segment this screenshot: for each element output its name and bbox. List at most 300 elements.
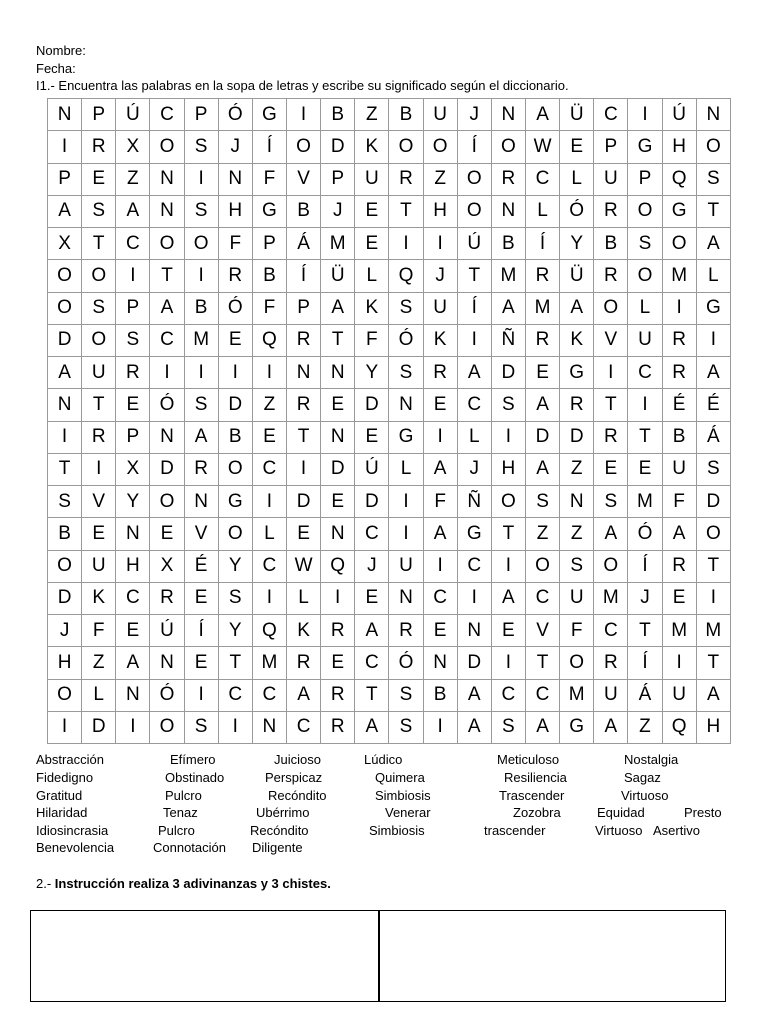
grid-cell: G — [662, 195, 696, 227]
grid-cell: O — [423, 131, 457, 163]
grid-cell: N — [491, 195, 525, 227]
grid-cell: B — [252, 260, 286, 292]
grid-cell: X — [48, 228, 82, 260]
grid-cell: A — [116, 647, 150, 679]
grid-cell: A — [525, 99, 559, 131]
grid-cell: K — [423, 324, 457, 356]
grid-cell: U — [662, 679, 696, 711]
grid-cell: I — [423, 550, 457, 582]
grid-cell: I — [252, 357, 286, 389]
grid-cell: P — [321, 163, 355, 195]
grid-cell: W — [525, 131, 559, 163]
grid-cell: M — [491, 260, 525, 292]
grid-cell: D — [82, 711, 116, 743]
grid-cell: N — [184, 486, 218, 518]
grid-cell: H — [423, 195, 457, 227]
grid-cell: P — [116, 421, 150, 453]
grid-cell: I — [594, 357, 628, 389]
grid-cell: I — [491, 647, 525, 679]
grid-cell: G — [696, 292, 730, 324]
grid-cell: J — [457, 99, 491, 131]
grid-cell: P — [184, 99, 218, 131]
grid-cell: O — [696, 518, 730, 550]
grid-cell: I — [116, 711, 150, 743]
grid-cell: B — [48, 518, 82, 550]
grid-cell: R — [321, 679, 355, 711]
grid-cell: I — [82, 453, 116, 485]
grid-cell: E — [423, 615, 457, 647]
grid-cell: G — [252, 99, 286, 131]
grid-cell: Q — [252, 615, 286, 647]
grid-cell: O — [184, 228, 218, 260]
word-item: trascender — [484, 823, 546, 838]
grid-cell: F — [560, 615, 594, 647]
grid-cell: Ñ — [491, 324, 525, 356]
grid-cell: O — [82, 324, 116, 356]
grid-cell: L — [286, 582, 320, 614]
grid-cell: H — [662, 131, 696, 163]
grid-cell: Ó — [150, 679, 184, 711]
grid-cell: Í — [184, 615, 218, 647]
grid-cell: M — [662, 260, 696, 292]
grid-cell: N — [321, 421, 355, 453]
grid-cell: A — [662, 518, 696, 550]
grid-cell: T — [321, 324, 355, 356]
grid-cell: C — [252, 679, 286, 711]
grid-cell: E — [423, 389, 457, 421]
grid-cell: S — [218, 582, 252, 614]
word-item: Perspicaz — [265, 770, 323, 785]
grid-cell: O — [628, 195, 662, 227]
grid-cell: O — [457, 163, 491, 195]
grid-cell: S — [628, 228, 662, 260]
grid-cell: R — [218, 260, 252, 292]
grid-cell: A — [116, 195, 150, 227]
grid-cell: I — [457, 324, 491, 356]
grid-cell: D — [457, 647, 491, 679]
grid-cell: T — [286, 421, 320, 453]
grid-cell: I — [218, 711, 252, 743]
grid-cell: I — [628, 99, 662, 131]
grid-cell: Ü — [560, 99, 594, 131]
grid-cell: L — [696, 260, 730, 292]
grid-cell: Ó — [628, 518, 662, 550]
name-label: Nombre: — [36, 43, 86, 58]
grid-cell: A — [48, 195, 82, 227]
grid-cell: T — [48, 453, 82, 485]
grid-cell: A — [321, 292, 355, 324]
grid-cell: D — [321, 131, 355, 163]
grid-cell: L — [252, 518, 286, 550]
grid-cell: I — [423, 711, 457, 743]
grid-cell: C — [525, 163, 559, 195]
grid-cell: G — [560, 357, 594, 389]
grid-cell: O — [594, 550, 628, 582]
grid-cell: E — [491, 615, 525, 647]
grid-cell: W — [286, 550, 320, 582]
answer-box-right[interactable] — [378, 910, 726, 1002]
grid-cell: C — [355, 518, 389, 550]
grid-cell: I — [696, 324, 730, 356]
word-item: Recóndito — [268, 788, 327, 803]
grid-cell: B — [389, 99, 423, 131]
word-item: Idiosincrasia — [36, 823, 109, 838]
word-item: Gratitud — [36, 788, 83, 803]
grid-cell: E — [355, 421, 389, 453]
grid-cell: S — [184, 389, 218, 421]
grid-cell: T — [696, 647, 730, 679]
grid-cell: D — [150, 453, 184, 485]
grid-cell: S — [116, 324, 150, 356]
grid-cell: R — [560, 389, 594, 421]
grid-cell: D — [48, 324, 82, 356]
grid-row — [48, 99, 731, 131]
word-item: Asertivo — [653, 823, 700, 838]
grid-cell: C — [286, 711, 320, 743]
grid-cell: G — [252, 195, 286, 227]
grid-cell: U — [355, 163, 389, 195]
grid-cell: U — [594, 163, 628, 195]
grid-cell: A — [48, 357, 82, 389]
grid-cell: C — [457, 550, 491, 582]
grid-cell: Z — [628, 711, 662, 743]
grid-cell: T — [389, 195, 423, 227]
grid-cell: Ú — [457, 228, 491, 260]
grid-cell: Z — [355, 99, 389, 131]
grid-cell: S — [82, 195, 116, 227]
grid-row — [48, 131, 731, 163]
grid-cell: Á — [696, 421, 730, 453]
grid-cell: Í — [457, 131, 491, 163]
grid-cell: T — [628, 421, 662, 453]
grid-cell: I — [286, 99, 320, 131]
grid-cell: X — [116, 453, 150, 485]
grid-cell: N — [321, 357, 355, 389]
word-item: Nostalgia — [624, 752, 679, 767]
grid-cell: Í — [525, 228, 559, 260]
grid-cell: Í — [286, 260, 320, 292]
grid-cell: J — [321, 195, 355, 227]
grid-cell: R — [662, 357, 696, 389]
grid-cell: S — [491, 711, 525, 743]
grid-cell: K — [355, 131, 389, 163]
grid-cell: Y — [116, 486, 150, 518]
grid-cell: O — [491, 131, 525, 163]
grid-cell: A — [286, 679, 320, 711]
grid-cell: M — [525, 292, 559, 324]
grid-cell: B — [218, 421, 252, 453]
grid-cell: C — [116, 228, 150, 260]
grid-cell: N — [218, 163, 252, 195]
grid-cell: R — [389, 163, 423, 195]
grid-cell: C — [525, 679, 559, 711]
grid-cell: R — [594, 421, 628, 453]
grid-cell: I — [389, 486, 423, 518]
word-item: Efímero — [170, 752, 216, 767]
grid-cell: Í — [628, 550, 662, 582]
grid-row — [48, 711, 731, 743]
word-item: Pulcro — [165, 788, 202, 803]
grid-cell: F — [355, 324, 389, 356]
grid-cell: S — [560, 550, 594, 582]
word-item: Connotación — [153, 840, 226, 855]
grid-cell: I — [48, 421, 82, 453]
grid-cell: I — [150, 357, 184, 389]
grid-cell: I — [184, 260, 218, 292]
word-item: Fidedigno — [36, 770, 94, 785]
grid-cell: I — [252, 582, 286, 614]
grid-cell: T — [696, 195, 730, 227]
instruction-2 — [36, 876, 331, 891]
grid-cell: G — [218, 486, 252, 518]
grid-cell: Q — [252, 324, 286, 356]
grid-cell: O — [662, 228, 696, 260]
grid-cell: S — [184, 711, 218, 743]
grid-cell: K — [560, 324, 594, 356]
grid-cell: E — [286, 518, 320, 550]
grid-cell: O — [82, 260, 116, 292]
grid-cell: M — [560, 679, 594, 711]
grid-cell: Q — [662, 163, 696, 195]
grid-cell: J — [48, 615, 82, 647]
grid-cell: R — [82, 131, 116, 163]
grid-cell: Z — [252, 389, 286, 421]
grid-cell: A — [355, 711, 389, 743]
grid-cell: O — [48, 292, 82, 324]
grid-cell: Ó — [389, 647, 423, 679]
grid-cell: Ú — [662, 99, 696, 131]
grid-cell: C — [116, 582, 150, 614]
grid-cell: U — [389, 550, 423, 582]
grid-cell: S — [184, 131, 218, 163]
grid-cell: S — [184, 195, 218, 227]
word-item: Abstracción — [36, 752, 104, 767]
grid-cell: C — [218, 679, 252, 711]
grid-cell: N — [389, 389, 423, 421]
grid-cell: N — [423, 647, 457, 679]
grid-cell: A — [525, 453, 559, 485]
grid-cell: I — [321, 582, 355, 614]
grid-cell: C — [525, 582, 559, 614]
grid-cell: B — [594, 228, 628, 260]
grid-cell: S — [491, 389, 525, 421]
grid-cell: I — [252, 486, 286, 518]
grid-cell: V — [184, 518, 218, 550]
grid-cell: E — [116, 389, 150, 421]
grid-cell: R — [286, 647, 320, 679]
grid-cell: T — [594, 389, 628, 421]
grid-cell: O — [628, 260, 662, 292]
word-item: Tenaz — [163, 805, 198, 820]
grid-cell: V — [594, 324, 628, 356]
grid-cell: R — [423, 357, 457, 389]
grid-cell: I — [184, 679, 218, 711]
grid-cell: Ó — [218, 292, 252, 324]
grid-cell: O — [696, 131, 730, 163]
word-item: Meticuloso — [497, 752, 560, 767]
grid-cell: T — [355, 679, 389, 711]
grid-cell: N — [48, 389, 82, 421]
grid-cell: P — [48, 163, 82, 195]
grid-cell: I — [184, 357, 218, 389]
grid-cell: I — [457, 582, 491, 614]
answer-box-left[interactable] — [30, 910, 380, 1002]
grid-cell: J — [457, 453, 491, 485]
word-item: Diligente — [252, 840, 303, 855]
grid-cell: D — [218, 389, 252, 421]
grid-cell: L — [525, 195, 559, 227]
grid-cell: A — [525, 389, 559, 421]
grid-cell: O — [525, 550, 559, 582]
grid-cell: H — [491, 453, 525, 485]
grid-cell: M — [594, 582, 628, 614]
grid-cell: H — [218, 195, 252, 227]
grid-cell: Y — [218, 615, 252, 647]
grid-cell: T — [150, 260, 184, 292]
grid-cell: I — [423, 421, 457, 453]
grid-cell: D — [48, 582, 82, 614]
grid-cell: B — [184, 292, 218, 324]
grid-cell: R — [116, 357, 150, 389]
grid-cell: B — [286, 195, 320, 227]
grid-cell: F — [662, 486, 696, 518]
grid-cell: K — [82, 582, 116, 614]
grid-cell: N — [286, 357, 320, 389]
grid-cell: E — [321, 389, 355, 421]
grid-cell: N — [321, 518, 355, 550]
grid-cell: A — [696, 357, 730, 389]
word-item: Venerar — [385, 805, 431, 820]
grid-cell: A — [696, 679, 730, 711]
grid-cell: E — [184, 582, 218, 614]
grid-row — [48, 518, 731, 550]
grid-row — [48, 486, 731, 518]
word-item: Pulcro — [158, 823, 195, 838]
grid-cell: S — [389, 292, 423, 324]
grid-cell: É — [184, 550, 218, 582]
grid-cell: L — [389, 453, 423, 485]
grid-cell: M — [696, 615, 730, 647]
grid-cell: A — [491, 292, 525, 324]
grid-cell: I — [389, 228, 423, 260]
grid-cell: I — [218, 357, 252, 389]
grid-cell: E — [184, 647, 218, 679]
grid-cell: L — [355, 260, 389, 292]
date-label: Fecha: — [36, 61, 76, 76]
grid-cell: O — [48, 679, 82, 711]
grid-cell: I — [491, 421, 525, 453]
grid-cell: B — [321, 99, 355, 131]
grid-cell: E — [218, 324, 252, 356]
grid-cell: U — [82, 550, 116, 582]
grid-cell: B — [491, 228, 525, 260]
grid-cell: R — [286, 324, 320, 356]
grid-cell: U — [82, 357, 116, 389]
grid-cell: R — [389, 615, 423, 647]
grid-cell: N — [116, 679, 150, 711]
grid-cell: S — [389, 357, 423, 389]
grid-cell: Ñ — [457, 486, 491, 518]
grid-row — [48, 292, 731, 324]
grid-cell: O — [218, 453, 252, 485]
grid-cell: N — [48, 99, 82, 131]
grid-cell: Ú — [150, 615, 184, 647]
grid-cell: T — [457, 260, 491, 292]
grid-cell: I — [48, 131, 82, 163]
grid-cell: T — [491, 518, 525, 550]
grid-cell: A — [525, 711, 559, 743]
grid-cell: I — [116, 260, 150, 292]
grid-row — [48, 195, 731, 227]
grid-cell: N — [150, 647, 184, 679]
grid-cell: O — [48, 550, 82, 582]
grid-cell: É — [662, 389, 696, 421]
grid-cell: I — [48, 711, 82, 743]
grid-cell: S — [82, 292, 116, 324]
grid-cell: Y — [560, 228, 594, 260]
grid-cell: F — [82, 615, 116, 647]
grid-row — [48, 389, 731, 421]
grid-row — [48, 453, 731, 485]
grid-cell: J — [423, 260, 457, 292]
grid-cell: O — [150, 131, 184, 163]
grid-cell: E — [628, 453, 662, 485]
grid-cell: E — [252, 421, 286, 453]
grid-cell: T — [218, 647, 252, 679]
grid-row — [48, 647, 731, 679]
grid-cell: A — [457, 679, 491, 711]
grid-cell: U — [662, 453, 696, 485]
grid-cell: L — [82, 679, 116, 711]
grid-cell: J — [628, 582, 662, 614]
word-item: Ubérrimo — [256, 805, 310, 820]
grid-cell: P — [252, 228, 286, 260]
grid-cell: T — [628, 615, 662, 647]
grid-cell: A — [594, 518, 628, 550]
grid-cell: C — [457, 389, 491, 421]
grid-cell: G — [628, 131, 662, 163]
grid-cell: D — [560, 421, 594, 453]
grid-cell: C — [594, 99, 628, 131]
grid-cell: N — [696, 99, 730, 131]
grid-cell: L — [457, 421, 491, 453]
grid-cell: C — [150, 99, 184, 131]
grid-cell: Q — [389, 260, 423, 292]
grid-cell: Ó — [150, 389, 184, 421]
grid-cell: A — [560, 292, 594, 324]
grid-cell: X — [150, 550, 184, 582]
word-item: Presto — [684, 805, 722, 820]
grid-cell: I — [628, 389, 662, 421]
grid-cell: F — [423, 486, 457, 518]
grid-cell: T — [525, 647, 559, 679]
grid-cell: A — [184, 421, 218, 453]
grid-cell: Í — [252, 131, 286, 163]
grid-cell: B — [423, 679, 457, 711]
grid-row — [48, 421, 731, 453]
word-item: Resiliencia — [504, 770, 567, 785]
grid-cell: O — [389, 131, 423, 163]
grid-cell: J — [218, 131, 252, 163]
grid-cell: U — [628, 324, 662, 356]
grid-cell: D — [355, 486, 389, 518]
grid-cell: Z — [560, 518, 594, 550]
word-item: Lúdico — [364, 752, 403, 767]
grid-row — [48, 260, 731, 292]
grid-cell: Í — [457, 292, 491, 324]
grid-cell: E — [116, 615, 150, 647]
grid-cell: O — [218, 518, 252, 550]
